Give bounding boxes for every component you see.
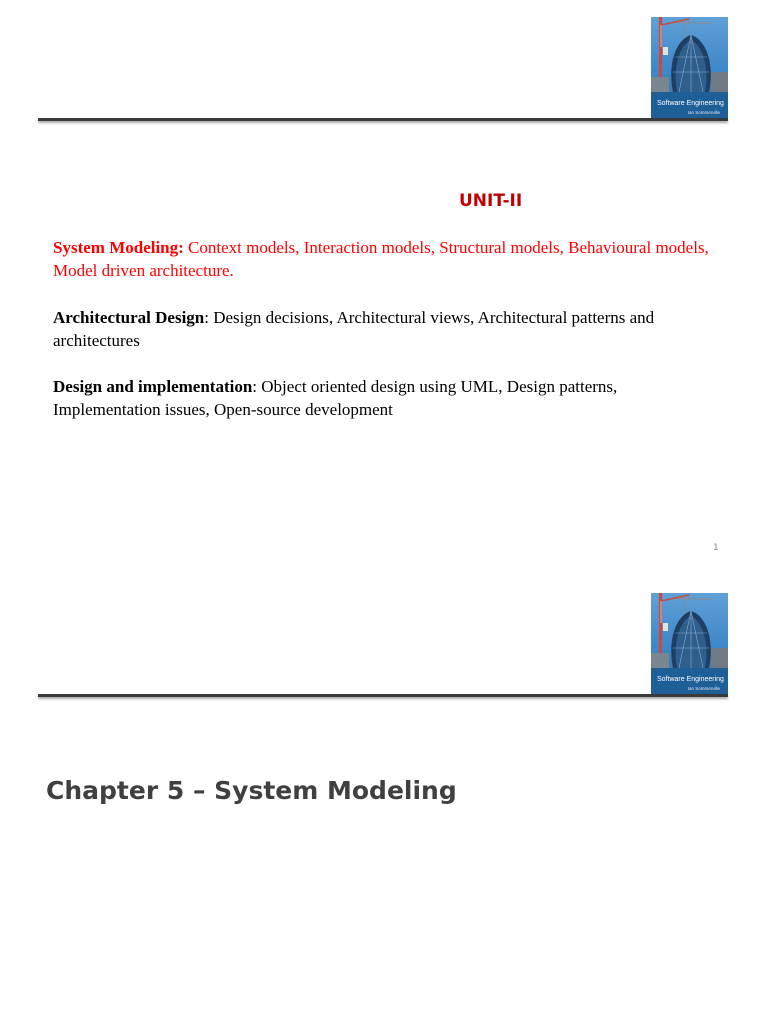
section-body: Object oriented design using UML, Design patterns, Implementation issues, Open-source development [53,377,618,419]
page-number: 1 [713,543,719,553]
header-rule [38,694,728,697]
section-body: Design decisions, Architectural views, Architectural patterns and architectures [53,308,655,350]
unit-title: UNIT-II [459,191,523,211]
book-cover-image [651,593,728,694]
header-rule [38,118,728,121]
section-design-implementation [53,375,723,421]
section-heading: Design and implementation [53,377,253,396]
section-heading: Architectural Design [53,308,205,327]
cover-title: Software Engineering [657,676,724,683]
slide-2 [0,576,768,1024]
chapter-title: Chapter 5 – System Modeling [46,776,457,805]
cover-author: Ian Sommerville [687,110,720,115]
cover-author: Ian Sommerville [687,686,720,691]
section-separator: : [204,308,214,327]
section-heading: System Modeling: [53,238,184,257]
cover-title: Software Engineering [657,100,724,107]
section-system-modeling [53,236,723,282]
book-cover-image [651,17,728,118]
section-body: Context models, Interaction models, Structural models, Behavioural models, Model driven architecture. [53,238,709,280]
section-separator: : [252,377,262,396]
section-architectural-design [53,306,723,352]
